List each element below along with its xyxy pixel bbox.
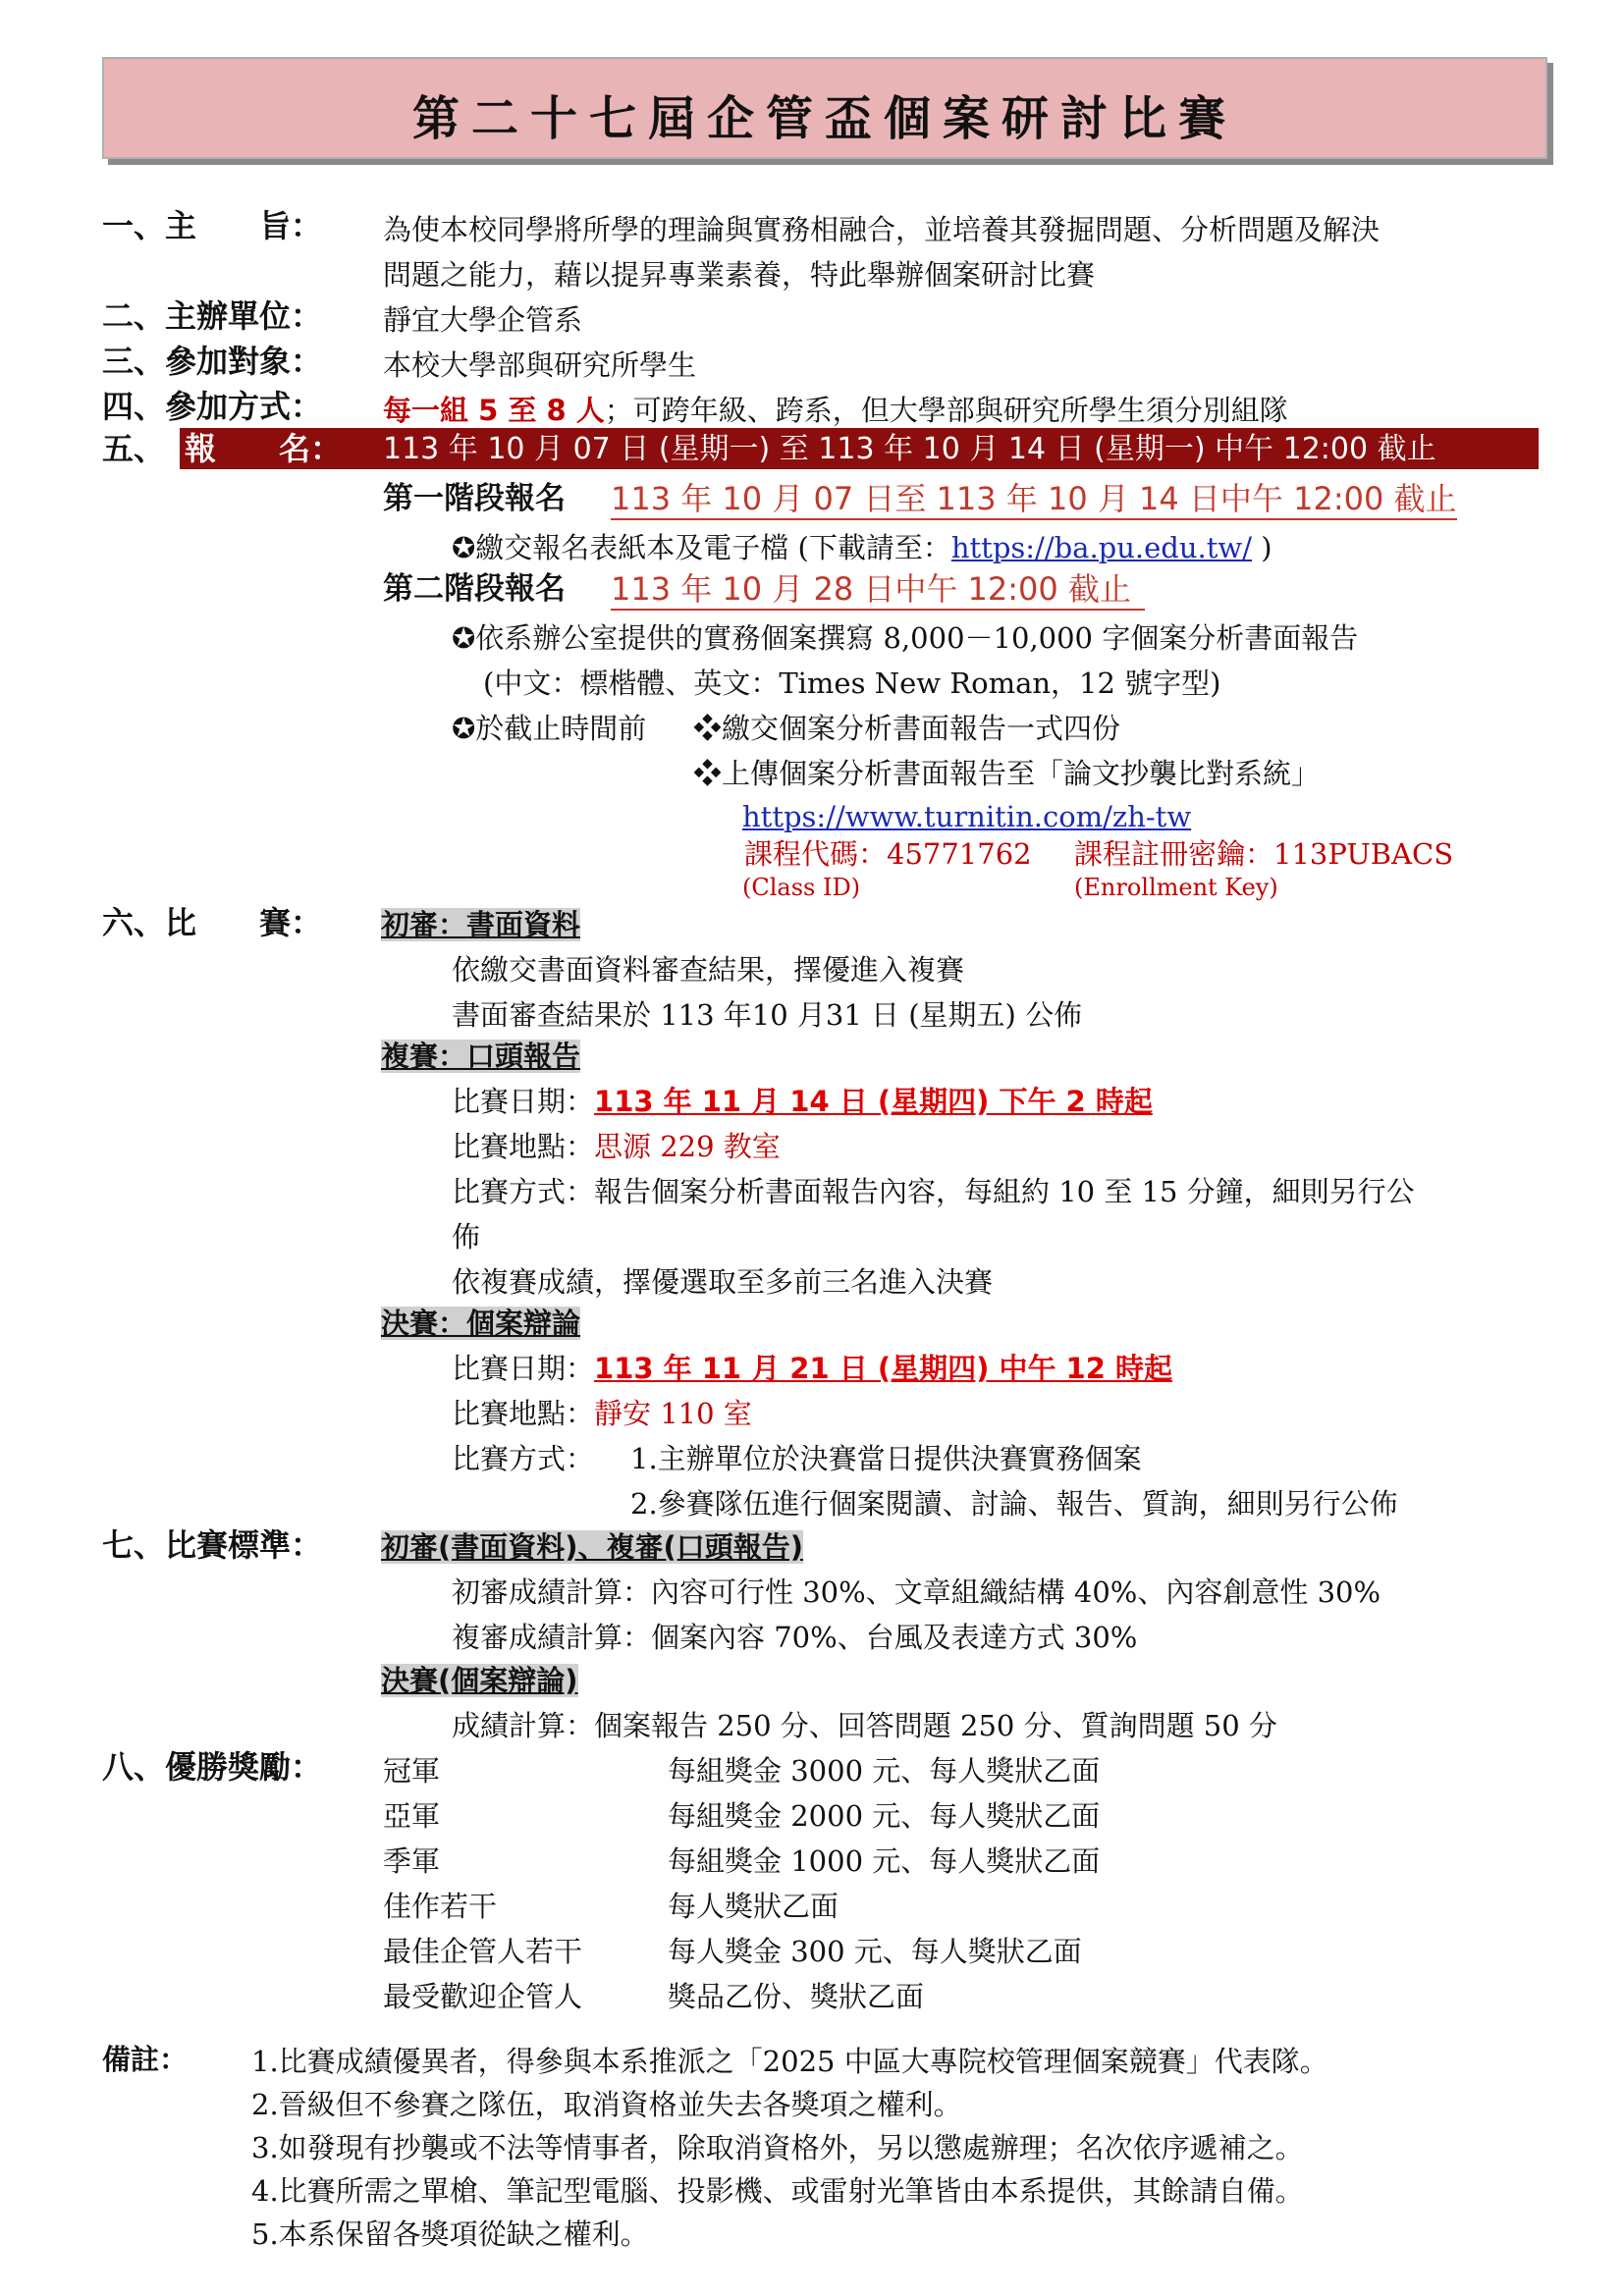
award-prize: 每人獎狀乙面 — [668, 1890, 839, 1923]
final-place: 靜安 110 室 — [594, 1397, 752, 1430]
criteria-line-1: 初審成績計算：內容可行性 30%、文章組織結構 40%、內容創意性 30% — [452, 1575, 1381, 1609]
class-code: 課程代碼：45771762 — [744, 837, 1032, 871]
award-prize: 獎品乙份、獎狀乙面 — [668, 1980, 925, 2013]
phase-1-label: 第一階段報名 — [383, 481, 566, 516]
semi-place: 思源 229 教室 — [594, 1130, 781, 1163]
enrollment-key-en: (Enrollment Key) — [1074, 874, 1278, 901]
phase-2-item-2: (中文：標楷體、英文：Times New Roman，12 號字型) — [483, 667, 1221, 700]
note-item: 4.比賽所需之單槍、筆記型電腦、投影機、或雷射光筆皆由本系提供，其餘請自備。 — [251, 2174, 1304, 2208]
team-size-rest: ；可跨年級、跨系，但大學部與研究所學生須分別組隊 — [604, 394, 1288, 427]
criteria-line-3: 成績計算：個案報告 250 分、回答問題 250 分、質詢問題 50 分 — [452, 1709, 1277, 1742]
award-prize: 每組獎金 2000 元、每人獎狀乙面 — [668, 1799, 1101, 1833]
prelim-line-2: 書面審查結果於 113 年10 月31 日 (星期五) 公佈 — [452, 998, 1083, 1032]
award-name: 季軍 — [383, 1844, 441, 1878]
semi-title-wrap — [381, 1039, 580, 1074]
criteria-title-2-wrap — [381, 1663, 578, 1698]
section-1-line-1: 為使本校同學將所學的理論與實務相融合，並培養其發掘問題、分析問題及解決 — [383, 213, 1380, 246]
semi-place-line — [452, 1129, 781, 1164]
phase-2-item-1: ✪依系辦公室提供的實務個案撰寫 8,000－10,000 字個案分析書面報告 — [452, 621, 1359, 655]
ba-website-link[interactable]: https://ba.pu.edu.tw/ — [950, 531, 1252, 564]
final-method-1: 1.主辦單位於決賽當日提供決賽實務個案 — [630, 1442, 1142, 1475]
note-item: 1.比賽成績優異者，得參與本系推派之「2025 中區大專院校管理個案競賽」代表隊。 — [251, 2045, 1328, 2078]
section-8-label: 八、優勝獎勵： — [102, 1748, 323, 1786]
award-prize: 每組獎金 1000 元、每人獎狀乙面 — [668, 1844, 1101, 1878]
team-size-highlight: 每一組 5 至 8 人 — [383, 394, 605, 427]
section-1-label: 一、主 旨： — [102, 207, 323, 244]
turnitin-link[interactable]: https://www.turnitin.com/zh-tw — [742, 800, 1192, 833]
semi-date-line — [452, 1084, 1153, 1119]
section-2-label: 二、主辦單位： — [102, 297, 323, 335]
section-1-line-2: 問題之能力，藉以提昇專業素養，特此舉辦個案研討比賽 — [383, 258, 1096, 292]
prelim-title-wrap — [381, 907, 580, 942]
note-item: 5.本系保留各獎項從缺之權利。 — [251, 2217, 649, 2251]
award-name: 最佳企管人若干 — [383, 1935, 583, 1968]
section-4-label: 四、參加方式： — [102, 388, 323, 425]
final-date-line — [452, 1351, 1172, 1386]
note-item: 3.如發現有抄襲或不法等情事者，除取消資格外，另以懲處辦理；名次依序遞補之。 — [251, 2131, 1304, 2164]
criteria-title-1: 初審(書面資料)、複審(口頭報告) — [381, 1530, 804, 1564]
phase-2-item-3a: ✪於截止時間前 — [452, 712, 647, 745]
semi-title: 複賽：口頭報告 — [381, 1040, 581, 1073]
phase-2-item-4: ❖上傳個案分析書面報告至「論文抄襲比對系統」 — [693, 757, 1321, 790]
phase-2-date-wrap — [611, 571, 1145, 607]
award-name: 最受歡迎企管人 — [383, 1980, 583, 2013]
participants: 本校大學部與研究所學生 — [383, 348, 697, 382]
phase-1-date-wrap — [611, 481, 1457, 516]
team-size-line — [383, 393, 1288, 428]
class-id-en: (Class ID) — [742, 874, 861, 901]
notes-label: 備註： — [102, 2043, 189, 2076]
final-title-wrap — [381, 1306, 580, 1341]
semi-advance: 依複賽成績，擇優選取至多前三名進入決賽 — [452, 1265, 994, 1299]
phase-1-date: 113 年 10 月 07 日至 113 年 10 月 14 日中午 12:00 截止 — [611, 480, 1457, 520]
section-5-prefix: 五、 — [102, 430, 166, 467]
final-place-label: 比賽地點： — [452, 1397, 595, 1430]
semi-date-label: 比賽日期： — [452, 1085, 595, 1118]
page-title: 第二十七屆企管盃個案研討比賽 — [411, 91, 1237, 146]
enrollment-key: 課程註冊密鑰：113PUBACS — [1074, 837, 1454, 871]
phase-1-item-text: ✪繳交報名表紙本及電子檔 (下載請至： — [452, 531, 951, 564]
phase-2-label: 第二階段報名 — [383, 571, 566, 607]
award-name: 亞軍 — [383, 1799, 441, 1833]
award-prize: 每人獎金 300 元、每人獎狀乙面 — [668, 1935, 1082, 1968]
phase-1-item — [452, 530, 1272, 565]
final-place-line — [452, 1396, 752, 1431]
registration-period: 113 年 10 月 07 日 (星期一) 至 113 年 10 月 14 日 (星期一) 中午 12:00 截止 — [383, 432, 1436, 466]
award-name: 冠軍 — [383, 1754, 441, 1788]
section-3-label: 三、參加對象： — [102, 343, 323, 380]
note-item: 2.晉級但不參賽之隊伍，取消資格並失去各獎項之權利。 — [251, 2088, 962, 2121]
section-7-label: 七、比賽標準： — [102, 1526, 323, 1564]
semi-date: 113 年 11 月 14 日 (星期四) 下午 2 時起 — [594, 1085, 1153, 1118]
final-date: 113 年 11 月 21 日 (星期四) 中午 12 時起 — [594, 1352, 1172, 1385]
phase-2-item-3b: ❖繳交個案分析書面報告一式四份 — [693, 712, 1121, 745]
final-method-2: 2.參賽隊伍進行個案閱讀、討論、報告、質詢，細則另行公佈 — [630, 1487, 1398, 1521]
semi-method-2: 佈 — [452, 1220, 481, 1254]
section-6-label: 六、比 賽： — [102, 904, 323, 941]
final-method-label: 比賽方式： — [452, 1442, 595, 1475]
phase-1-item-close: ) — [1252, 531, 1272, 564]
semi-method-1: 比賽方式：報告個案分析書面報告內容，每組約 10 至 15 分鐘，細則另行公 — [452, 1175, 1415, 1208]
award-name: 佳作若干 — [383, 1890, 498, 1923]
criteria-title-2: 決賽(個案辯論) — [381, 1664, 578, 1697]
criteria-title-1-wrap — [381, 1529, 803, 1565]
section-5-label: 報 名： — [185, 430, 343, 467]
final-title: 決賽：個案辯論 — [381, 1307, 581, 1340]
semi-place-label: 比賽地點： — [452, 1130, 595, 1163]
prelim-line-1: 依繳交書面資料審查結果，擇優進入複賽 — [452, 953, 965, 987]
prelim-title: 初審：書面資料 — [381, 908, 581, 941]
award-prize: 每組獎金 3000 元、每人獎狀乙面 — [668, 1754, 1101, 1788]
phase-2-date: 113 年 10 月 28 日中午 12:00 截止 — [611, 570, 1145, 611]
final-date-label: 比賽日期： — [452, 1352, 595, 1385]
criteria-line-2: 複審成績計算：個案內容 70%、台風及表達方式 30% — [452, 1621, 1138, 1654]
title-banner — [102, 57, 1547, 159]
organizer: 靜宜大學企管系 — [383, 303, 583, 337]
